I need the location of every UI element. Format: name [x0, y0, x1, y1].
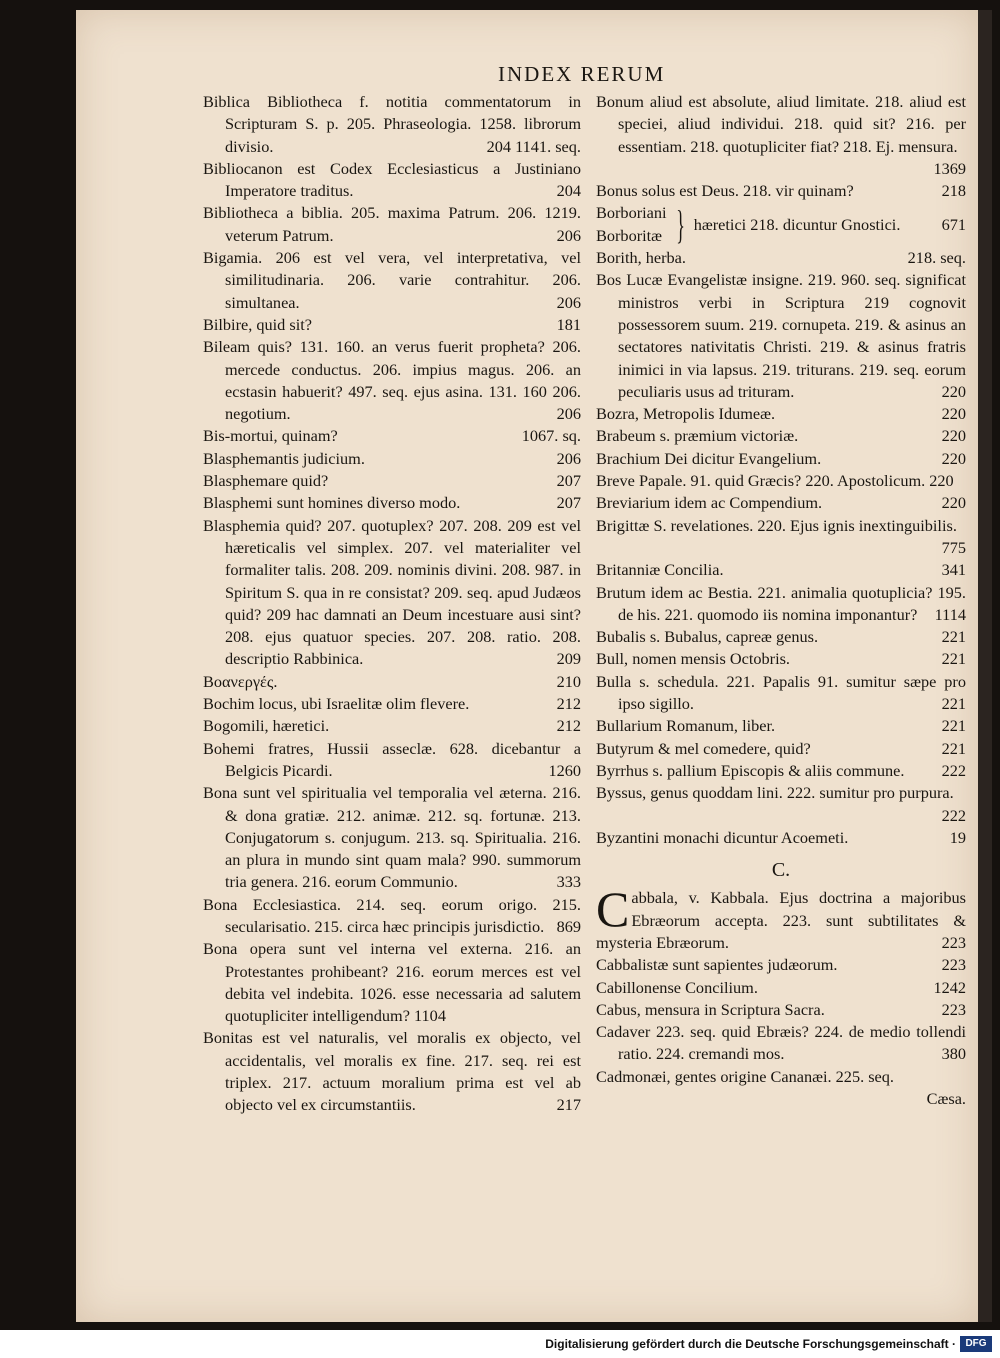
index-entry: [203, 336, 581, 425]
index-entry: [596, 91, 966, 180]
entry-text: Brigittæ S. revelationes. 220. Ejus ignis inextinguibilis.: [596, 515, 957, 535]
page-ref: 1114: [934, 604, 966, 624]
page-ref: 212: [556, 694, 581, 714]
index-entry-first: [596, 881, 966, 954]
page-ref: 204 1141. seq.: [486, 136, 581, 156]
index-entry: [203, 492, 581, 514]
entry-text: Bos Lucæ Evangelistæ insigne. 219. 960. seq. significat ministros verbi in Scriptura 219 cognovit possessorem suum. 219. cornupeta. 219. & asinus an sectatores nativitatis Christi. 219. & asinus fratris inimici in via lapsus. 219. triturans. 219. seq. eorum peculiaris usus ad trituram.: [596, 270, 966, 401]
index-entry: [203, 515, 581, 671]
index-entry: [203, 715, 581, 737]
entry-text: Breve Papale. 91. quid Græcis? 220. Apostolicum. 220: [596, 471, 954, 491]
page-ref: 209: [556, 649, 581, 669]
page-ref: 206: [556, 292, 581, 312]
entry-text: Breviarium idem ac Compendium.: [596, 493, 823, 513]
index-entry: [596, 492, 966, 514]
page-ref: 206: [556, 225, 581, 245]
index-entry: [596, 760, 966, 782]
entry-text: Bibliocanon est Codex Ecclesiasticus a Justiniano Imperatore traditus.: [203, 158, 581, 201]
index-entry: [203, 894, 581, 939]
page-ref: 217: [556, 1095, 581, 1115]
page-ref: 206: [556, 448, 581, 468]
entry-text: Cadmonæi, gentes origine Cananæi. 225. seq.: [596, 1066, 894, 1086]
page-ref: 220: [941, 426, 966, 446]
entry-text: Bona Ecclesiastica. 214. seq. eorum origo. 215. secularisatio. 215. circa hæc principis jurisdictio.: [203, 894, 581, 936]
index-entry: [596, 559, 966, 581]
page-ref: 223: [941, 999, 966, 1019]
index-entry: [596, 470, 966, 492]
page-ref: 221: [941, 649, 966, 669]
index-entry: [203, 158, 581, 203]
entry-text: Bogomili, hæretici.: [203, 716, 330, 736]
index-entry: [203, 247, 581, 314]
section-letter: C.: [771, 859, 791, 882]
bracket-name: Borboritæ: [596, 225, 663, 245]
index-entry: [596, 626, 966, 648]
page-ref: 19: [949, 827, 966, 847]
entry-text: Bibliotheca a biblia. 205. maxima Patrum. 206. 1219. veterum Patrum.: [203, 203, 581, 245]
bracket-description: hæretici 218. dicuntur Gnostici.: [693, 214, 901, 234]
index-entry: [596, 977, 966, 999]
index-entry: [203, 782, 581, 893]
page-edge: [978, 10, 992, 1322]
index-entry: [596, 403, 966, 425]
index-entry: [596, 515, 966, 560]
footer-credit: Digitalisierung gefördert durch die Deutsche Forschungsgemeinschaft ·: [545, 1337, 956, 1351]
entry-text: Blasphemantis judicium.: [203, 448, 365, 468]
index-entry: [596, 1066, 966, 1088]
page-ref: 222: [941, 760, 966, 780]
index-entry: [203, 448, 581, 470]
index-entry: [203, 693, 581, 715]
index-entry: [596, 827, 966, 849]
index-entry: [203, 314, 581, 336]
index-entry: [596, 1021, 966, 1066]
page-ref: 221: [941, 627, 966, 647]
index-entry: [596, 715, 966, 737]
page-ref: 1369: [933, 158, 966, 178]
brace-icon: }: [675, 201, 685, 247]
page-ref: 220: [941, 448, 966, 468]
index-entry: [596, 180, 966, 202]
page-ref: 221: [941, 738, 966, 758]
entry-text: Cabbalistæ sunt sapientes judæorum.: [596, 955, 838, 975]
entry-text: Blasphemare quid?: [203, 471, 329, 491]
index-entry: [596, 582, 966, 627]
entry-text: Bileam quis? 131. 160. an verus fuerit propheta? 206. mercede conductus. 206. impius magus. 206. an ecstasin habuerit? 497. seq. ejus asina. 131. 160 206. negotium.: [203, 337, 581, 424]
entry-text: Bullarium Romanum, liber.: [596, 716, 776, 736]
entry-text: Cadaver 223. seq. quid Ebræis? 224. de medio tollendi ratio. 224. cremandi mos.: [596, 1022, 966, 1064]
index-entry: [596, 738, 966, 760]
entry-text: Cabillonense Concilium.: [596, 977, 758, 997]
entry-text: Bigamia. 206 est vel vera, vel interpretativa, vel similitudinaria. 206. varie contrahitur. 206. simultanea.: [203, 248, 581, 312]
entry-text: abbala, v. Kabbala. Ejus doctrina a majoribus Ebræorum accepta. 223. sunt subtilitates & mysteria Ebræorum.: [596, 888, 966, 952]
entry-text: Blasphemi sunt homines diverso modo.: [203, 493, 461, 513]
entry-text: Bubalis s. Bubalus, capreæ genus.: [596, 627, 819, 647]
entry-text: Bilbire, quid sit?: [203, 314, 312, 334]
page-ref: 210: [556, 671, 581, 691]
dfg-logo: DFG: [960, 1336, 992, 1352]
index-entry: [596, 247, 966, 269]
footer-bar: [0, 1330, 1000, 1358]
entry-text: Bonum aliud est absolute, aliud limitate. 218. aliud est speciei, aliud individui. 218. quid sit? 216. per essentiam. 218. quotupliciter fiat? 218. Ej. mensura.: [596, 92, 966, 156]
bracket-name: Borboriani: [596, 203, 667, 223]
index-entry: [203, 470, 581, 492]
index-entry: [203, 1027, 581, 1116]
index-entry: [596, 269, 966, 403]
index-entry: [596, 782, 966, 827]
entry-text: Bonitas est vel naturalis, vel moralis ex objecto, vel accidentalis, vel moralis ex fine. 217. seq. rei est triplex. 217. actuum moralium prima est vel ab objecto vel ex circumstantiis.: [203, 1028, 581, 1115]
page-ref: 222: [941, 805, 966, 825]
index-entry: [596, 648, 966, 670]
entry-text: Bulla s. schedula. 221. Papalis 91. sumitur sæpe pro ipso sigillo.: [596, 671, 966, 714]
running-header: INDEX RERUM: [498, 62, 666, 86]
entry-text: Bull, nomen mensis Octobris.: [596, 649, 791, 669]
index-entry: [203, 202, 581, 247]
page-ref: 220: [941, 381, 966, 401]
page-ref: 218. seq.: [907, 248, 966, 268]
page-ref: 671: [941, 214, 966, 234]
page-ref: 223: [941, 955, 966, 975]
index-column-right: [596, 91, 966, 1110]
page-ref: 380: [941, 1044, 966, 1064]
page-ref: 775: [941, 537, 966, 557]
page-ref: 218: [941, 181, 966, 201]
drop-cap: C: [596, 881, 630, 938]
entry-text: Bona opera sunt vel interna vel externa. 216. an Protestantes prohibeant? 216. eorum merces est vel debita vel indebita. 1026. esse necessaria ad salutem quotupliciter intelligendum? 1104: [203, 939, 581, 1026]
page-ref: 220: [941, 493, 966, 513]
page-ref: 220: [941, 404, 966, 424]
index-entry: [596, 448, 966, 470]
index-entry: [596, 425, 966, 447]
page-ref: 212: [556, 716, 581, 736]
entry-text: Byzantini monachi dicuntur Acoemeti.: [596, 827, 849, 847]
page-ref: 333: [556, 872, 581, 892]
index-entry: [596, 999, 966, 1021]
entry-text: Bochim locus, ubi Israelitæ olim flevere.: [203, 694, 470, 714]
entry-text: Bohemi fratres, Hussii asseclæ. 628. dicebantur a Belgicis Picardi.: [203, 738, 581, 780]
index-entry: [596, 671, 966, 716]
entry-text: Bona sunt vel spiritualia vel temporalia vel æterna. 216. & dona gratiæ. 212. animæ. 212. sq. fortunæ. 213. Conjugatorum s. conjugum. 213. sq. Spiritualia. 216. an plura in mundo sint quam mala? 990. summorum tria genera. 216. eorum Communio.: [203, 783, 581, 892]
entry-text: Byssus, genus quoddam lini. 222. sumitur pro purpura.: [596, 783, 954, 803]
index-entry: [203, 425, 581, 447]
entry-text: Bis-mortui, quinam?: [203, 426, 338, 446]
index-entry: [596, 954, 966, 976]
page-ref: 1260: [548, 760, 581, 780]
catchword: Cæsa.: [926, 1089, 966, 1109]
entry-text: Biblica Bibliotheca f. notitia commentatorum in Scripturam S. p. 205. Phraseologia. 1258. librorum divisio.: [203, 92, 581, 156]
entry-text: Cabus, mensura in Scriptura Sacra.: [596, 999, 825, 1019]
index-entry: [203, 671, 581, 693]
index-entry: [203, 91, 581, 158]
index-column-left: [203, 91, 581, 1117]
page-ref: 206: [556, 404, 581, 424]
page-ref: 204: [556, 181, 581, 201]
page-ref: 221: [941, 716, 966, 736]
page-ref: 207: [556, 493, 581, 513]
page-ref: 181: [556, 314, 581, 334]
entry-text: Borith, herba.: [596, 248, 686, 268]
entry-text: Britanniæ Concilia.: [596, 560, 724, 580]
entry-text: Bozra, Metropolis Idumeæ.: [596, 404, 776, 424]
page-ref: 223: [941, 932, 966, 952]
page-ref: 1242: [933, 977, 966, 997]
page-ref: 1067. sq.: [521, 426, 581, 446]
entry-text: Brutum idem ac Bestia. 221. animalia quotuplicia? 195. de his. 221. quomodo iis nomina imponantur?: [596, 582, 966, 624]
page-ref: 221: [941, 694, 966, 714]
index-entry: [203, 938, 581, 1027]
entry-text: Blasphemia quid? 207. quotuplex? 207. 208. 209 est vel hæreticalis vel simplex. 207. vel materialiter vel formaliter talis. 208. 209. nominis divini. 208. 987. in Spiritum S. qua in re consistat? 209. seq. apud Judæos quid? 209 hac damnati an Deum incestuare ausi sint? 208. ejus quatuor species. 207. 208. ratio. 208. descriptio Rabbinica.: [203, 515, 581, 669]
entry-text: Brachium Dei dicitur Evangelium.: [596, 448, 822, 468]
entry-text: Bonus solus est Deus. 218. vir quinam?: [596, 181, 854, 201]
entry-text: Βοανεργές.: [203, 671, 278, 691]
index-entry: [203, 738, 581, 783]
page-ref: 207: [556, 471, 581, 491]
index-entry-bracketed: [596, 202, 966, 247]
entry-text: Brabeum s. præmium victoriæ.: [596, 426, 799, 446]
page-ref: 341: [941, 560, 966, 580]
page-ref: 869: [556, 916, 581, 936]
entry-text: Butyrum & mel comedere, quid?: [596, 738, 811, 758]
entry-text: Byrrhus s. pallium Episcopis & aliis commune.: [596, 760, 905, 780]
